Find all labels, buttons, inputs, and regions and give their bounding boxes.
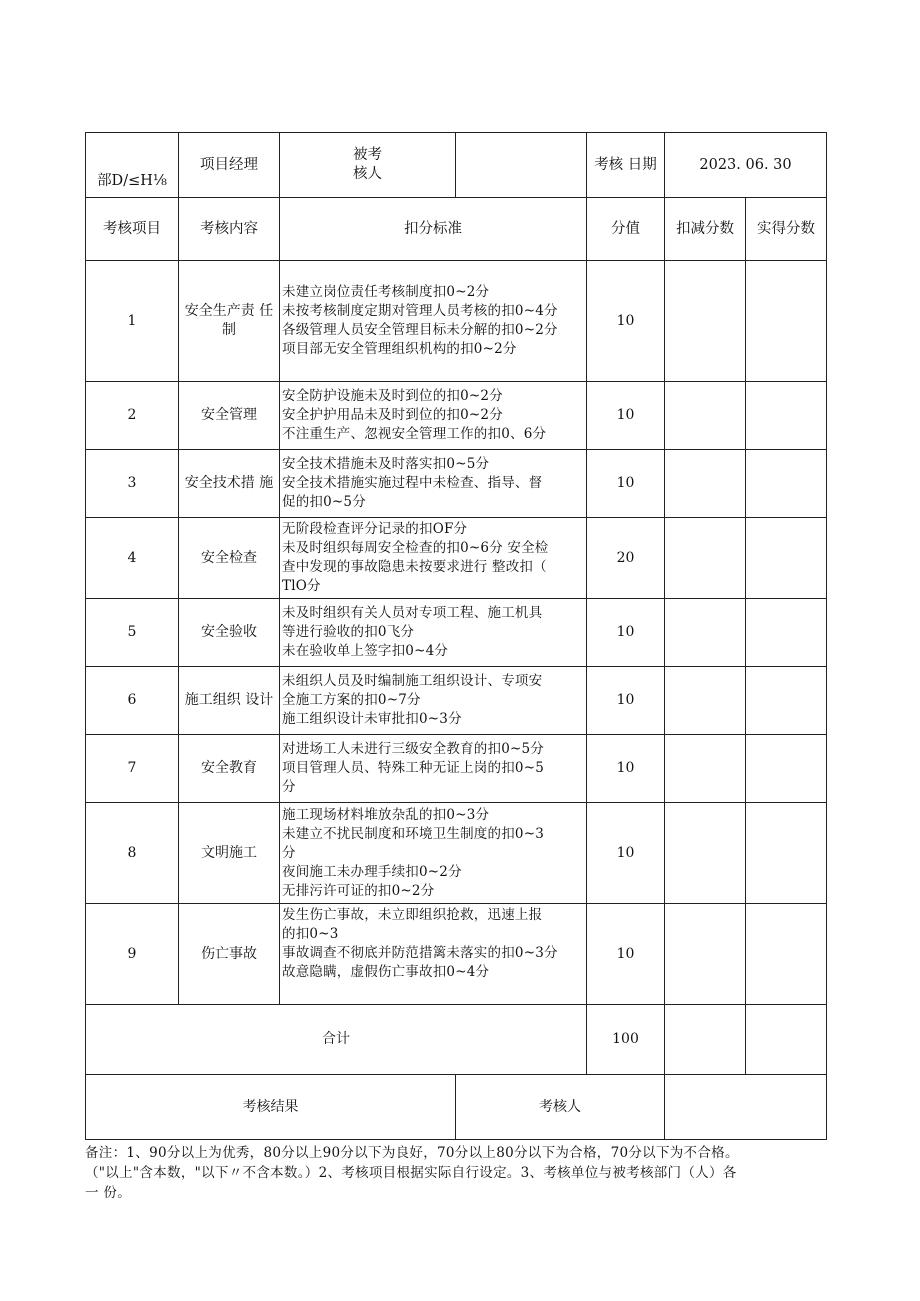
col-deduction: 扣减分数 [665, 198, 746, 261]
table-row [86, 382, 827, 450]
row-score: 10 [587, 261, 665, 382]
row-actual[interactable] [746, 450, 827, 518]
row-deduction[interactable] [665, 382, 746, 450]
row-deduction[interactable] [665, 667, 746, 735]
standard-line: 项目管理人员、特殊工种无证上岗的扣0~5 [282, 760, 544, 776]
table-row [86, 735, 827, 803]
row-standard [280, 735, 587, 803]
standard-line: 无排污许可证的扣0~2分 [282, 882, 435, 899]
standard-line: 事故调查不彻底并防范措篱未落实的扣0~3分 [282, 945, 558, 961]
col-score: 分值 [587, 198, 665, 261]
standard-line: 未及时组织每周安全检查的扣0~6分 安全检 [282, 540, 549, 556]
standard-line: 未建立岗位责任考核制度扣0~2分 [282, 284, 490, 300]
row-score: 10 [587, 599, 665, 667]
row-content: 文明施工 [179, 803, 280, 904]
standard-line: 对进场工人未进行三级安全教育的扣0~5分 [282, 741, 544, 757]
row-deduction[interactable] [665, 261, 746, 382]
row-standard [280, 904, 587, 1005]
standard-line: 发生伤亡事故，未立即组织抢救，迅速上报 [282, 907, 543, 923]
standard-line: 分 [282, 779, 296, 795]
standard-line: 施工组织设计未审批扣0~3分 [282, 711, 462, 727]
row-number: 7 [86, 735, 179, 803]
row-deduction[interactable] [665, 450, 746, 518]
remarks-line1: 备注：1、90分以上为优秀，80分以上90分以下为良好，70分以上80分以下为合格，70分以下为不合格。 [85, 1145, 739, 1161]
standard-line: 未建立不扰民制度和环境卫生制度的扣0~3 [282, 825, 544, 842]
table-row [86, 667, 827, 735]
row-standard [280, 382, 587, 450]
col-item: 考核项目 [86, 198, 179, 261]
assessment-table [85, 132, 827, 1140]
row-number: 5 [86, 599, 179, 667]
row-deduction[interactable] [665, 735, 746, 803]
standard-line: 未组织人员及时编制施工组织设计、专项安 [282, 673, 543, 689]
date-value: 2023. 06. 30 [665, 133, 827, 198]
row-content: 安全生产责 任制 [179, 261, 280, 382]
row-content: 安全检查 [179, 518, 280, 599]
assessor-value[interactable] [665, 1075, 827, 1140]
row-actual[interactable] [746, 261, 827, 382]
standard-line: 安全防护设施未及时到位的扣0~2分 [282, 388, 503, 404]
assessee-label-line1: 被考 [353, 147, 382, 163]
table-row [86, 518, 827, 599]
row-content: 安全验收 [179, 599, 280, 667]
total-deduction[interactable] [665, 1005, 746, 1075]
standard-line: 施工现场材料堆放杂乱的扣0~3分 [282, 806, 490, 823]
total-row [86, 1005, 827, 1075]
total-label: 合计 [86, 1005, 587, 1075]
standard-line: 夜间施工未办理手续扣0~2分 [282, 863, 462, 880]
standard-line: 未按考核制度定期对管理人员考核的扣0~4分 [282, 303, 558, 319]
row-content: 施工组织 设计 [179, 667, 280, 735]
row-score: 20 [587, 518, 665, 599]
total-actual[interactable] [746, 1005, 827, 1075]
row-standard [280, 599, 587, 667]
row-number: 4 [86, 518, 179, 599]
row-number: 9 [86, 904, 179, 1005]
standard-line: 促的扣0~5分 [282, 494, 366, 510]
remarks-line3: 一 份。 [85, 1185, 131, 1201]
row-score: 10 [587, 735, 665, 803]
row-actual[interactable] [746, 904, 827, 1005]
row-content: 安全技术措 施 [179, 450, 280, 518]
row-standard [280, 261, 587, 382]
row-score: 10 [587, 803, 665, 904]
standard-line: 查中发现的事故隐患未按要求进行 整改扣（ [282, 559, 547, 575]
assessee-label [280, 133, 456, 198]
col-content: 考核内容 [179, 198, 280, 261]
standard-line: 安全技术措施实施过程中未检查、指导、督 [282, 475, 543, 491]
table-row [86, 261, 827, 382]
remarks-line2: （"以上"含本数，"以下〃不含本数。）2、考核项目根据实际自行设定。3、考核单位与被考核部门（人）各 [85, 1165, 737, 1181]
col-actual: 实得分数 [746, 198, 827, 261]
table-row [86, 450, 827, 518]
row-number: 6 [86, 667, 179, 735]
standard-line: TlO分 [282, 578, 321, 594]
assessee-value[interactable] [456, 133, 587, 198]
assessee-label-line2: 核人 [353, 166, 382, 182]
row-actual[interactable] [746, 667, 827, 735]
standard-line: 无阶段检查评分记录的扣OF分 [282, 521, 468, 537]
standard-line: 项目部无安全管理组织机构的扣0~2分 [282, 341, 517, 357]
row-actual[interactable] [746, 382, 827, 450]
row-standard [280, 667, 587, 735]
standard-line: 各级管理人员安全管理目标未分解的扣0~2分 [282, 322, 558, 338]
standard-line: 未及时组织有关人员对专项工程、施工机具 [282, 605, 543, 621]
row-content: 安全教育 [179, 735, 280, 803]
standard-line: 等进行验收的扣0飞分 [282, 624, 415, 640]
standard-line: 故意隐瞒，虚假伤亡事故扣0~4分 [282, 964, 490, 980]
standard-line: 未在验收单上签字扣0~4分 [282, 643, 449, 659]
date-label: 考核 日期 [587, 133, 665, 198]
standard-line: 分 [282, 844, 296, 861]
col-standard: 扣分标准 [280, 198, 587, 261]
standard-line: 安全技术措施未及时落实扣0~5分 [282, 456, 490, 472]
row-deduction[interactable] [665, 518, 746, 599]
table-row [86, 904, 827, 1005]
result-label: 考核结果 [86, 1075, 456, 1140]
column-header-row [86, 198, 827, 261]
dept-label: 部D/≤H⅛ [86, 133, 179, 198]
row-actual[interactable] [746, 599, 827, 667]
assessor-label: 考核人 [456, 1075, 665, 1140]
standard-line: 不注重生产、忽视安全管理工作的扣0、6分 [282, 426, 547, 442]
remarks [85, 1143, 827, 1203]
row-number: 3 [86, 450, 179, 518]
row-standard [280, 518, 587, 599]
row-actual[interactable] [746, 803, 827, 904]
total-score: 100 [587, 1005, 665, 1075]
row-number: 1 [86, 261, 179, 382]
standard-line: 安全护护用品未及时到位的扣0~2分 [282, 407, 503, 423]
table-row [86, 803, 827, 904]
row-deduction[interactable] [665, 599, 746, 667]
row-actual[interactable] [746, 735, 827, 803]
table-row [86, 599, 827, 667]
row-content: 伤亡事故 [179, 904, 280, 1005]
row-actual[interactable] [746, 518, 827, 599]
row-score: 10 [587, 450, 665, 518]
row-score: 10 [587, 904, 665, 1005]
row-standard [280, 803, 587, 904]
row-score: 10 [587, 667, 665, 735]
row-score: 10 [587, 382, 665, 450]
manager-label: 项目经理 [179, 133, 280, 198]
result-row [86, 1075, 827, 1140]
standard-line: 的扣0~3 [282, 926, 339, 942]
row-standard [280, 450, 587, 518]
row-content: 安全管理 [179, 382, 280, 450]
row-deduction[interactable] [665, 803, 746, 904]
header-row [86, 133, 827, 198]
row-number: 8 [86, 803, 179, 904]
row-deduction[interactable] [665, 904, 746, 1005]
row-number: 2 [86, 382, 179, 450]
standard-line: 全施工方案的扣0~7分 [282, 692, 421, 708]
